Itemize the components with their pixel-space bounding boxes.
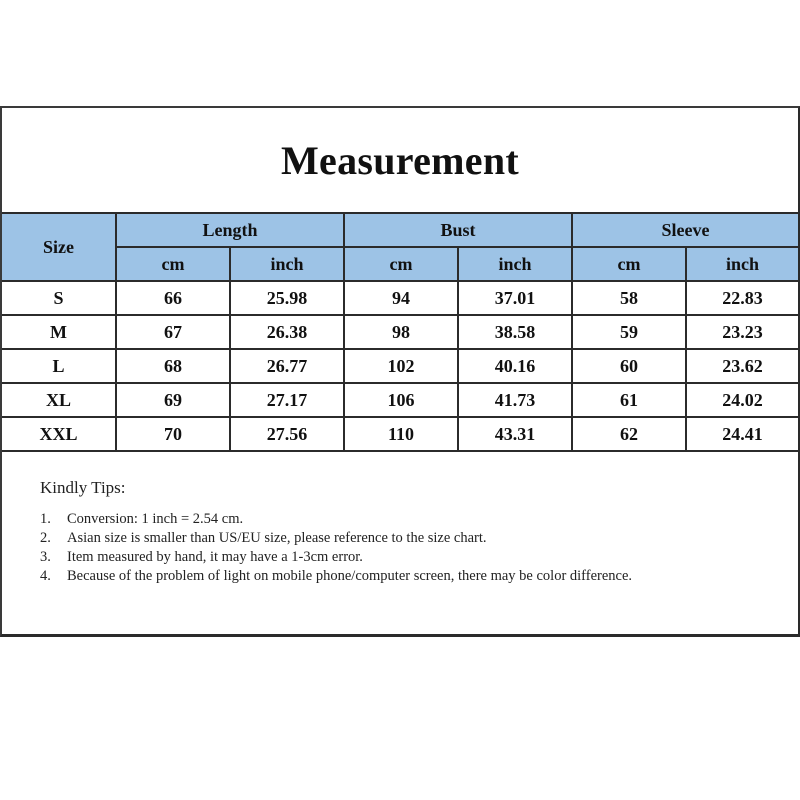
value-cell: 23.23: [686, 315, 798, 349]
header-sleeve: Sleeve: [572, 213, 798, 247]
tip-item: [40, 510, 760, 529]
value-cell: 98: [344, 315, 458, 349]
header-length: Length: [116, 213, 344, 247]
value-cell: 94: [344, 281, 458, 315]
size-table: [2, 212, 798, 452]
table-row: [2, 315, 798, 349]
tip-text: Because of the problem of light on mobile phone/computer screen, there may be color difference.: [67, 568, 633, 584]
tip-number: 2.: [40, 530, 51, 546]
table-row: [2, 383, 798, 417]
value-cell: 62: [572, 417, 686, 451]
kindly-tips: [40, 478, 760, 586]
value-cell: 26.38: [230, 315, 344, 349]
value-cell: 38.58: [458, 315, 572, 349]
size-cell: XL: [2, 383, 116, 417]
tip-text: Conversion: 1 inch = 2.54 cm.: [67, 511, 244, 527]
value-cell: 24.41: [686, 417, 798, 451]
value-cell: 27.56: [230, 417, 344, 451]
value-cell: 43.31: [458, 417, 572, 451]
header-size: Size: [2, 213, 116, 281]
header-unit: inch: [230, 247, 344, 281]
tips-list: [40, 510, 760, 586]
value-cell: 59: [572, 315, 686, 349]
value-cell: 26.77: [230, 349, 344, 383]
value-cell: 61: [572, 383, 686, 417]
tip-text: Item measured by hand, it may have a 1-3cm error.: [67, 549, 363, 565]
header-bust: Bust: [344, 213, 572, 247]
value-cell: 66: [116, 281, 230, 315]
tip-item: [40, 529, 760, 548]
value-cell: 60: [572, 349, 686, 383]
value-cell: 70: [116, 417, 230, 451]
size-chart-frame: [0, 106, 800, 637]
value-cell: 102: [344, 349, 458, 383]
tip-text: Asian size is smaller than US/EU size, please reference to the size chart.: [67, 530, 487, 546]
tip-number: 3.: [40, 549, 51, 565]
value-cell: 23.62: [686, 349, 798, 383]
tip-number: 4.: [40, 568, 51, 584]
table-row: [2, 281, 798, 315]
value-cell: 25.98: [230, 281, 344, 315]
size-cell: XXL: [2, 417, 116, 451]
tip-item: [40, 567, 760, 586]
value-cell: 27.17: [230, 383, 344, 417]
header-unit: inch: [458, 247, 572, 281]
value-cell: 67: [116, 315, 230, 349]
tip-item: [40, 548, 760, 567]
table-header-units: [2, 247, 798, 281]
header-unit: cm: [344, 247, 458, 281]
value-cell: 24.02: [686, 383, 798, 417]
size-cell: S: [2, 281, 116, 315]
size-cell: M: [2, 315, 116, 349]
value-cell: 40.16: [458, 349, 572, 383]
table-row: [2, 417, 798, 451]
tip-number: 1.: [40, 511, 51, 527]
value-cell: 106: [344, 383, 458, 417]
tips-title: Kindly Tips:: [40, 478, 126, 497]
page-title: Measurement: [280, 137, 520, 183]
value-cell: 41.73: [458, 383, 572, 417]
value-cell: 110: [344, 417, 458, 451]
table-header-groups: [2, 213, 798, 247]
header-unit: cm: [116, 247, 230, 281]
size-cell: L: [2, 349, 116, 383]
header-unit: cm: [572, 247, 686, 281]
value-cell: 37.01: [458, 281, 572, 315]
value-cell: 69: [116, 383, 230, 417]
table-row: [2, 349, 798, 383]
value-cell: 68: [116, 349, 230, 383]
value-cell: 22.83: [686, 281, 798, 315]
header-unit: inch: [686, 247, 798, 281]
value-cell: 58: [572, 281, 686, 315]
